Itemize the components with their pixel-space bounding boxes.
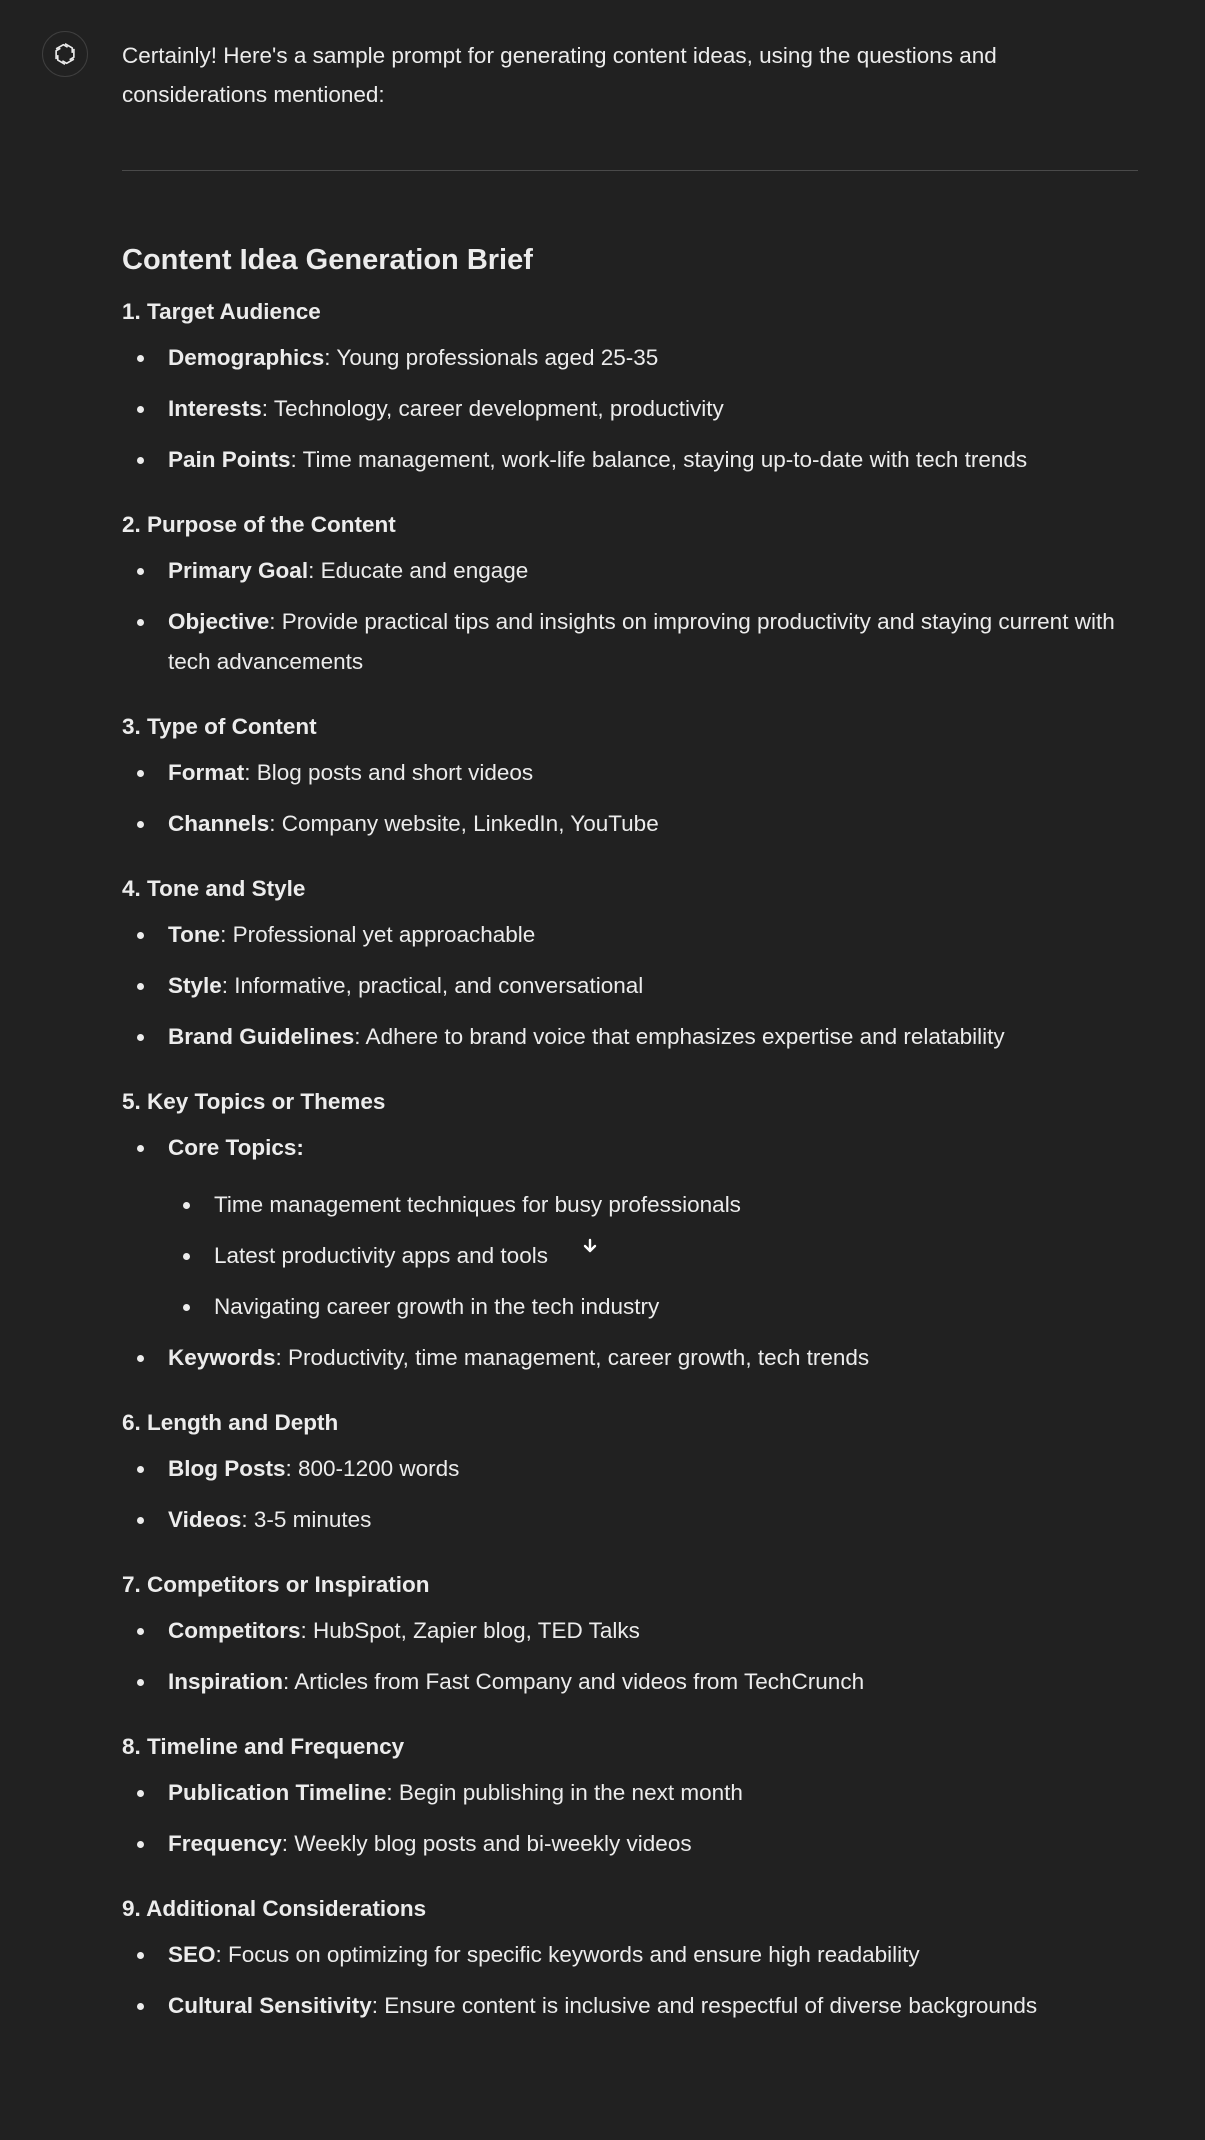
list-item	[122, 551, 1138, 591]
list-item	[122, 1611, 1138, 1651]
section-title: 7. Competitors or Inspiration	[122, 1572, 430, 1597]
brief-section	[122, 869, 1138, 1082]
brief-section	[122, 292, 1138, 505]
brief-section	[122, 1889, 1138, 2051]
item-text: : Ensure content is inclusive and respectful of diverse backgrounds	[371, 1993, 1038, 2018]
section-title: 3. Type of Content	[122, 714, 317, 739]
item-key: Tone	[168, 922, 221, 947]
item-text: : Time management, work-life balance, staying up-to-date with tech trends	[290, 447, 1028, 472]
list-item	[122, 1935, 1138, 1975]
item-key: Frequency	[168, 1831, 282, 1856]
intro-text: Certainly! Here's a sample prompt for generating content ideas, using the questions and considerations mentioned:	[122, 43, 997, 107]
assistant-message	[122, 36, 1138, 2051]
bullet-list	[122, 1449, 1138, 1540]
section-title: 1. Target Audience	[122, 299, 321, 324]
item-text: : Adhere to brand voice that emphasizes expertise and relatability	[354, 1024, 1005, 1049]
brief-section	[122, 1565, 1138, 1727]
item-key: Channels	[168, 811, 270, 836]
bullet-list	[122, 1611, 1138, 1702]
item-key: Objective	[168, 609, 270, 634]
sub-bullet-list	[168, 1185, 1138, 1327]
item-text: : Provide practical tips and insights on improving productivity and staying current with tech advancements	[168, 609, 1115, 674]
item-key: Interests	[168, 396, 262, 421]
chatgpt-logo-icon	[51, 40, 79, 68]
list-item	[122, 915, 1138, 955]
item-key: Style	[168, 973, 222, 998]
bullet-list	[122, 1128, 1138, 1378]
item-text: : Educate and engage	[308, 558, 529, 583]
list-item	[122, 1449, 1138, 1489]
sub-list-item: Latest productivity apps and tools	[168, 1236, 1138, 1276]
brief-title: Content Idea Generation Brief	[122, 244, 533, 276]
section-title: 4. Tone and Style	[122, 876, 306, 901]
item-key: Brand Guidelines	[168, 1024, 355, 1049]
bullet-list	[122, 1773, 1138, 1864]
list-item	[122, 1986, 1138, 2026]
section-title: 2. Purpose of the Content	[122, 512, 396, 537]
list-item	[122, 804, 1138, 844]
list-item	[122, 753, 1138, 793]
brief-section	[122, 1727, 1138, 1889]
item-text: : Professional yet approachable	[220, 922, 536, 947]
item-key: Primary Goal	[168, 558, 309, 583]
list-item	[122, 389, 1138, 429]
list-item	[122, 1773, 1138, 1813]
sub-list-item: Navigating career growth in the tech industry	[168, 1287, 1138, 1327]
item-key: Competitors	[168, 1618, 301, 1643]
bullet-list	[122, 915, 1138, 1057]
item-text: : Focus on optimizing for specific keywords and ensure high readability	[215, 1942, 920, 1967]
list-item	[122, 1662, 1138, 1702]
item-key: Keywords	[168, 1345, 276, 1370]
bullet-list	[122, 1935, 1138, 2026]
item-key: Core Topics:	[168, 1135, 304, 1160]
item-key: Format	[168, 760, 245, 785]
item-text: : Blog posts and short videos	[244, 760, 534, 785]
brief-section	[122, 1082, 1138, 1403]
list-item	[122, 602, 1138, 682]
item-key: Demographics	[168, 345, 325, 370]
item-text: : HubSpot, Zapier blog, TED Talks	[300, 1618, 640, 1643]
bullet-list	[122, 753, 1138, 844]
list-item	[122, 1824, 1138, 1864]
scroll-down-arrow-icon	[580, 1236, 600, 1256]
item-text: : Technology, career development, productivity	[261, 396, 724, 421]
section-title: 6. Length and Depth	[122, 1410, 339, 1435]
item-key: Pain Points	[168, 447, 291, 472]
item-text: : 3-5 minutes	[241, 1507, 372, 1532]
list-item	[122, 1128, 1138, 1327]
item-key: SEO	[168, 1942, 216, 1967]
brief-section	[122, 707, 1138, 869]
brief-sections	[122, 292, 1138, 2051]
brief-section	[122, 1403, 1138, 1565]
item-key: Publication Timeline	[168, 1780, 387, 1805]
item-key: Cultural Sensitivity	[168, 1993, 372, 2018]
item-key: Inspiration	[168, 1669, 284, 1694]
item-text: : Weekly blog posts and bi-weekly videos	[281, 1831, 692, 1856]
section-title: 9. Additional Considerations	[122, 1896, 427, 1921]
divider	[122, 170, 1138, 171]
item-text: : Young professionals aged 25-35	[324, 345, 659, 370]
sub-list-item: Time management techniques for busy professionals	[168, 1185, 1138, 1225]
list-item	[122, 966, 1138, 1006]
item-text: : Articles from Fast Company and videos from TechCrunch	[283, 1669, 865, 1694]
list-item	[122, 1017, 1138, 1057]
item-key: Blog Posts	[168, 1456, 286, 1481]
item-text: : Productivity, time management, career growth, tech trends	[275, 1345, 870, 1370]
item-key: Videos	[168, 1507, 242, 1532]
section-title: 8. Timeline and Frequency	[122, 1734, 405, 1759]
list-item	[122, 1338, 1138, 1378]
scroll-down-button[interactable]	[576, 1232, 604, 1260]
brief-section	[122, 505, 1138, 707]
list-item	[122, 440, 1138, 480]
item-text: : Begin publishing in the next month	[386, 1780, 743, 1805]
list-item	[122, 1500, 1138, 1540]
item-text: : Company website, LinkedIn, YouTube	[269, 811, 659, 836]
list-item	[122, 338, 1138, 378]
bullet-list	[122, 338, 1138, 480]
assistant-avatar	[42, 31, 88, 77]
item-text: : 800-1200 words	[285, 1456, 460, 1481]
bullet-list	[122, 551, 1138, 682]
item-text: : Informative, practical, and conversational	[221, 973, 644, 998]
section-title: 5. Key Topics or Themes	[122, 1089, 386, 1114]
